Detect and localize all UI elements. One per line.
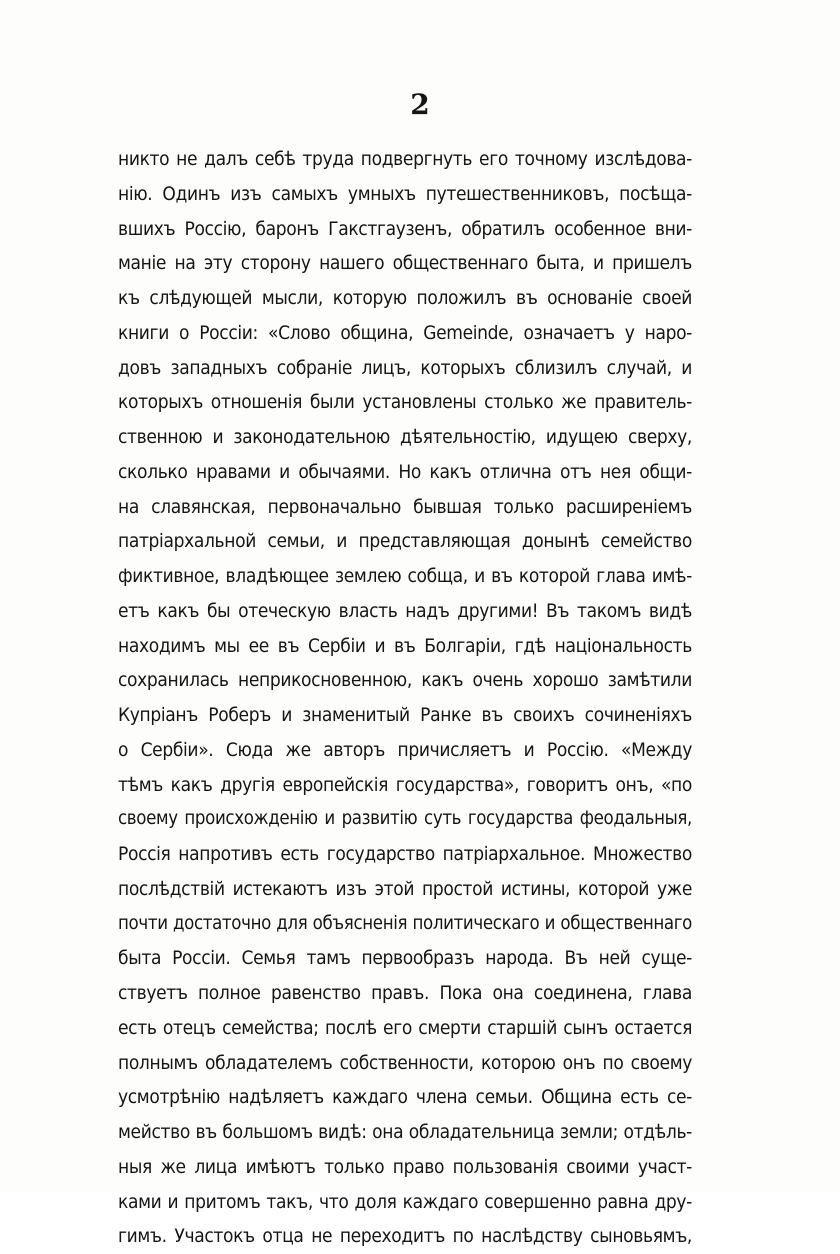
text-line: Купріанъ Роберъ и знаменитый Ранке въ своихъ сочиненіяхъ — [118, 704, 692, 726]
text-line: фиктивное, владѣющее землею собща, и въ которой глава имѣ- — [118, 565, 692, 587]
text-line: усмотрѣнію надѣляетъ каждаго члена семьи. Община есть се- — [118, 1086, 692, 1109]
text-line: полнымъ обладателемъ собственности, которою онъ по своему — [118, 1051, 692, 1074]
text-line: послѣдствій истекаютъ изъ этой простой истины, которой уже — [118, 877, 692, 900]
text-line: ками и притомъ такъ, что доля каждаго совершенно равна дру- — [118, 1190, 692, 1213]
text-line: патріархальной семьи, и представляющая донынѣ семейство — [118, 530, 692, 553]
text-line: етъ какъ бы отеческую власть надъ другими! Въ такомъ видѣ — [118, 599, 692, 622]
text-line: которыхъ отношенія были установлены столько же правитель- — [118, 391, 692, 414]
text-line: ныя же лица имѣютъ только право пользованія своими участ- — [118, 1155, 692, 1178]
text-line: есть отецъ семейства; послѣ его смерти старшій сынъ остается — [118, 1016, 692, 1039]
text-line: ствуетъ полное равенство правъ. Пока она соединена, глава — [118, 982, 692, 1004]
text-line: быта Россіи. Семья тамъ первообразъ народа. Въ ней суще- — [118, 947, 692, 970]
page-number: 2 — [410, 88, 430, 121]
text-line: сохранилась неприкосновенною, какъ очень хорошо замѣтили — [118, 669, 692, 692]
text-line: нію. Одинъ изъ самыхъ умныхъ путешественниковъ, посѣща- — [118, 182, 692, 205]
text-line: маніе на эту сторону нашего общественнаго быта, и пришелъ — [118, 252, 692, 275]
page-body-text — [118, 142, 692, 1254]
text-line: мейство въ большомъ видѣ: она обладательница земли; отдѣль- — [118, 1121, 692, 1143]
text-line: ственною и законодательною дѣятельностію, идущею сверху, — [118, 426, 692, 448]
text-line: тѣмъ какъ другія европейскія государства», говоритъ онъ, «по — [118, 773, 692, 796]
text-line: находимъ мы ее въ Сербіи и въ Болгаріи, гдѣ національность — [118, 634, 692, 657]
text-line: довъ западныхъ собраніе лицъ, которыхъ сблизилъ случай, и — [118, 356, 692, 379]
text-line: Россія напротивъ есть государство патріархальное. Множество — [118, 843, 692, 865]
text-line: никто не далъ себѣ труда подвергнуть его точному изслѣдова- — [118, 148, 692, 170]
text-line: вшихъ Россію, баронъ Гакстгаузенъ, обратилъ особенное вни- — [118, 217, 692, 240]
text-line: книги о Россіи: «Слово община, Gemeinde, означаетъ у наро- — [118, 321, 692, 344]
text-line: гимъ. Участокъ отца не переходитъ по наслѣдству сыновьямъ, — [118, 1225, 692, 1248]
text-line: о Сербіи». Сюда же авторъ причисляетъ и Россію. «Между — [118, 738, 692, 761]
text-line: своему происхожденію и развитію суть государства феодальныя, — [118, 808, 692, 830]
text-line: къ слѣдующей мысли, которую положилъ въ основаніе своей — [118, 287, 692, 309]
text-line: сколько нравами и обычаями. Но какъ отлична отъ нея общи- — [118, 460, 692, 483]
text-line: почти достаточно для объясненія политическаго и общественнаго — [118, 912, 692, 934]
text-line: на славянская, первоначально бывшая только расширеніемъ — [118, 495, 692, 518]
